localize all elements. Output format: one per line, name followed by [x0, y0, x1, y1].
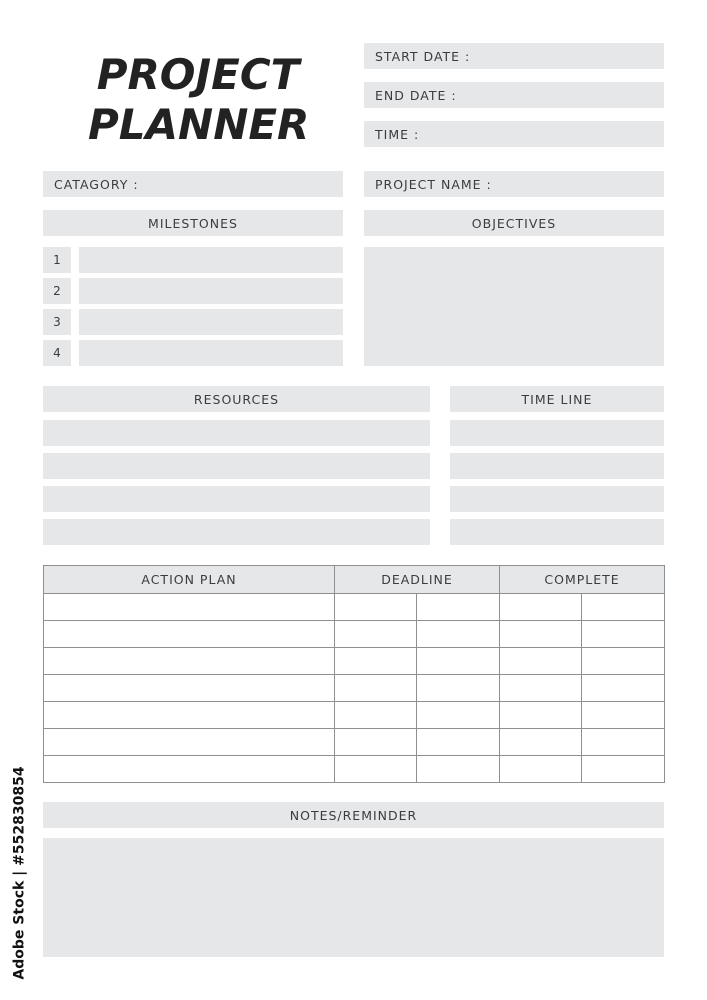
table-row: [44, 756, 665, 783]
complete-cell[interactable]: [582, 756, 665, 783]
milestones-header: [43, 210, 343, 236]
deadline-cell[interactable]: [335, 594, 417, 621]
action-plan-header: ACTION PLAN: [44, 566, 335, 594]
table-row: [44, 729, 665, 756]
milestone-field-2[interactable]: [79, 278, 343, 304]
timeline-label: TIME LINE: [521, 391, 593, 407]
complete-cell[interactable]: [500, 594, 582, 621]
milestone-field-1[interactable]: [79, 247, 343, 273]
complete-cell[interactable]: [582, 594, 665, 621]
complete-header: COMPLETE: [500, 566, 665, 594]
category-field[interactable]: [43, 171, 343, 197]
end-date-label: END DATE :: [375, 87, 457, 103]
complete-cell[interactable]: [582, 729, 665, 756]
deadline-cell[interactable]: [335, 675, 417, 702]
complete-cell[interactable]: [582, 675, 665, 702]
complete-cell[interactable]: [500, 756, 582, 783]
end-date-field[interactable]: [364, 82, 664, 108]
deadline-header: DEADLINE: [335, 566, 500, 594]
resource-field-1[interactable]: [43, 420, 430, 446]
timeline-field-4[interactable]: [450, 519, 664, 545]
complete-cell[interactable]: [582, 702, 665, 729]
milestone-number-1: 1: [53, 253, 61, 267]
milestone-number-4: 4: [53, 346, 61, 360]
complete-cell[interactable]: [582, 621, 665, 648]
resources-header: [43, 386, 430, 412]
action-cell[interactable]: [44, 594, 335, 621]
objectives-label: OBJECTIVES: [471, 215, 557, 231]
action-cell[interactable]: [44, 675, 335, 702]
table-row: [44, 648, 665, 675]
objectives-area[interactable]: [364, 247, 664, 366]
resource-field-4[interactable]: [43, 519, 430, 545]
timeline-header: [450, 386, 664, 412]
deadline-cell[interactable]: [335, 648, 417, 675]
category-label: CATAGORY :: [54, 176, 139, 192]
deadline-cell[interactable]: [417, 756, 500, 783]
table-row: [44, 675, 665, 702]
title-line-2: PLANNER: [88, 100, 310, 149]
deadline-cell[interactable]: [417, 729, 500, 756]
resource-field-2[interactable]: [43, 453, 430, 479]
action-cell[interactable]: [44, 648, 335, 675]
start-date-field[interactable]: [364, 43, 664, 69]
deadline-cell[interactable]: [417, 621, 500, 648]
resource-field-3[interactable]: [43, 486, 430, 512]
deadline-cell[interactable]: [335, 756, 417, 783]
action-cell[interactable]: [44, 756, 335, 783]
deadline-cell[interactable]: [417, 594, 500, 621]
notes-area[interactable]: [43, 838, 664, 957]
timeline-field-1[interactable]: [450, 420, 664, 446]
milestone-number-3: 3: [53, 315, 61, 329]
complete-cell[interactable]: [500, 648, 582, 675]
milestone-number: [43, 278, 71, 304]
project-name-field[interactable]: [364, 171, 664, 197]
time-label: TIME :: [375, 126, 420, 142]
milestone-field-4[interactable]: [79, 340, 343, 366]
action-cell[interactable]: [44, 729, 335, 756]
deadline-cell[interactable]: [335, 729, 417, 756]
table-row: [44, 594, 665, 621]
resources-label: RESOURCES: [193, 391, 280, 407]
table-header-row: [44, 566, 665, 594]
timeline-field-3[interactable]: [450, 486, 664, 512]
stock-watermark: [10, 760, 30, 985]
milestone-number-2: 2: [53, 284, 61, 298]
title-line-1: PROJECT: [96, 50, 300, 99]
deadline-cell[interactable]: [417, 648, 500, 675]
deadline-cell[interactable]: [335, 621, 417, 648]
milestone-number: [43, 247, 71, 273]
table-row: [44, 702, 665, 729]
action-plan-table: [43, 565, 665, 783]
deadline-cell[interactable]: [417, 675, 500, 702]
start-date-label: START DATE :: [375, 48, 471, 64]
complete-cell[interactable]: [500, 621, 582, 648]
deadline-cell[interactable]: [335, 702, 417, 729]
project-name-label: PROJECT NAME :: [375, 176, 492, 192]
action-cell[interactable]: [44, 621, 335, 648]
time-field[interactable]: [364, 121, 664, 147]
page-title: [88, 50, 308, 150]
notes-label: NOTES/REMINDER: [289, 807, 418, 823]
table-row: [44, 621, 665, 648]
action-cell[interactable]: [44, 702, 335, 729]
complete-cell[interactable]: [500, 702, 582, 729]
complete-cell[interactable]: [582, 648, 665, 675]
complete-cell[interactable]: [500, 675, 582, 702]
complete-cell[interactable]: [500, 729, 582, 756]
timeline-field-2[interactable]: [450, 453, 664, 479]
objectives-header: [364, 210, 664, 236]
notes-header: [43, 802, 664, 828]
milestone-number: [43, 309, 71, 335]
milestones-label: MILESTONES: [148, 215, 238, 231]
watermark-text: Adobe Stock | #552830854: [12, 765, 29, 980]
milestone-field-3[interactable]: [79, 309, 343, 335]
deadline-cell[interactable]: [417, 702, 500, 729]
milestone-number: [43, 340, 71, 366]
